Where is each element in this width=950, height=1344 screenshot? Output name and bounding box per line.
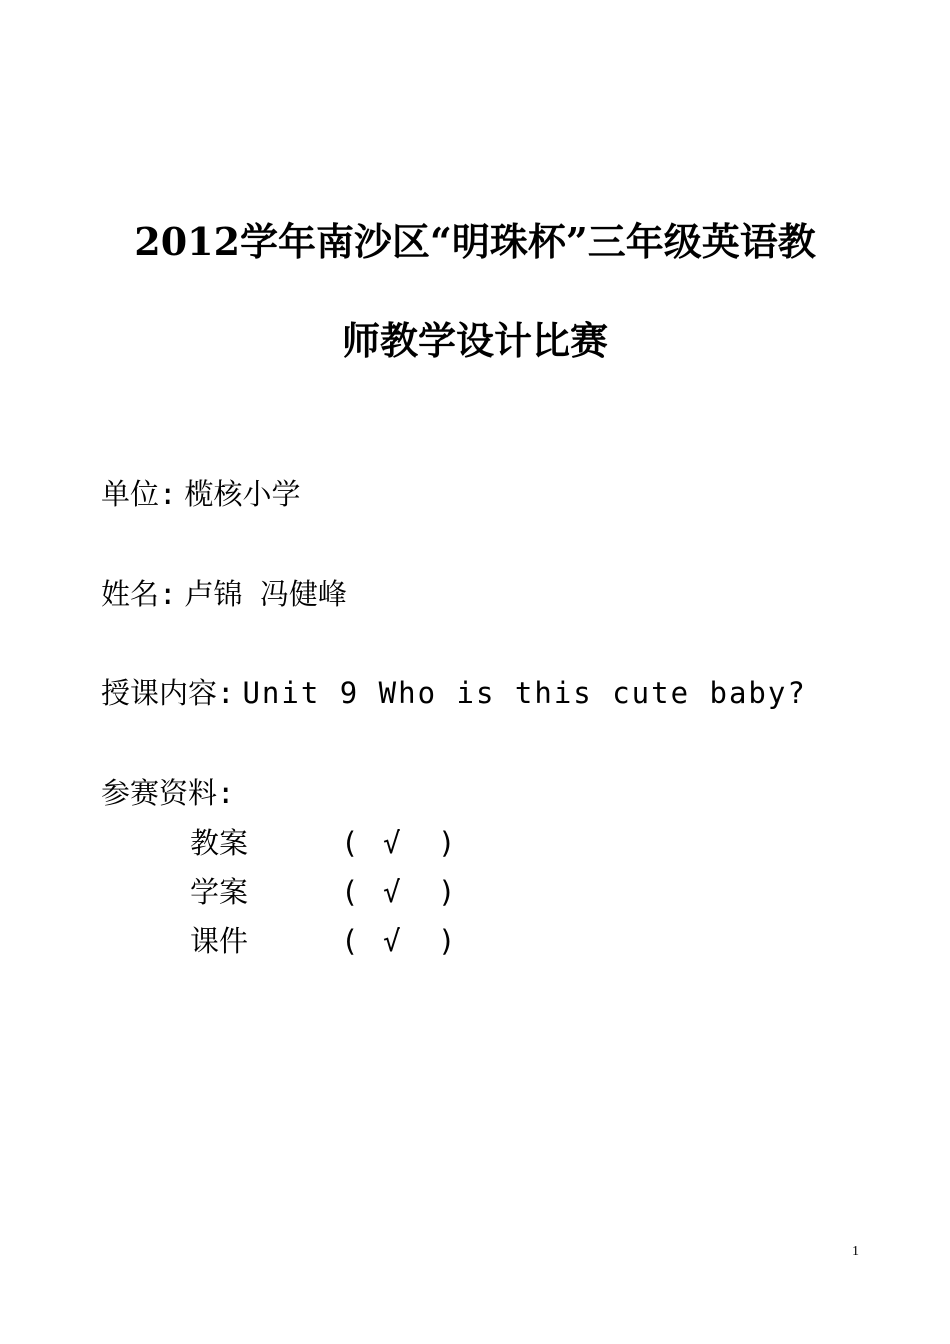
title-line-2: 师教学设计比赛 (341, 318, 608, 363)
paren-close: ) (438, 924, 456, 958)
paren-close: ) (438, 826, 456, 860)
material-label: 学案 (190, 875, 249, 909)
unit-label: 单位: (101, 477, 177, 511)
unit-value: 榄核小学 (184, 477, 301, 511)
materials-field (101, 773, 234, 813)
paren-open: ( (341, 924, 359, 958)
page-number: 1 (852, 1244, 859, 1259)
unit-field (101, 474, 300, 514)
paren-open: ( (341, 875, 359, 909)
material-label: 教案 (190, 826, 249, 860)
checkmark-icon: √ (383, 875, 401, 909)
content-value: Unit 9 Who is this cute baby? (242, 676, 807, 710)
name-field (101, 574, 347, 614)
paren-close: ) (438, 875, 456, 909)
checkmark-icon: √ (383, 924, 401, 958)
material-label: 课件 (190, 924, 249, 958)
title-line-1: 2012学年南沙区“明珠杯”三年级英语教 (134, 219, 816, 264)
name-label: 姓名: (101, 577, 177, 611)
name-value: 卢锦 冯健峰 (184, 577, 347, 611)
paren-open: ( (341, 826, 359, 860)
content-label: 授课内容: (101, 676, 235, 710)
checkmark-icon: √ (383, 826, 401, 860)
materials-label: 参赛资料: (101, 776, 235, 810)
content-field (101, 673, 807, 713)
